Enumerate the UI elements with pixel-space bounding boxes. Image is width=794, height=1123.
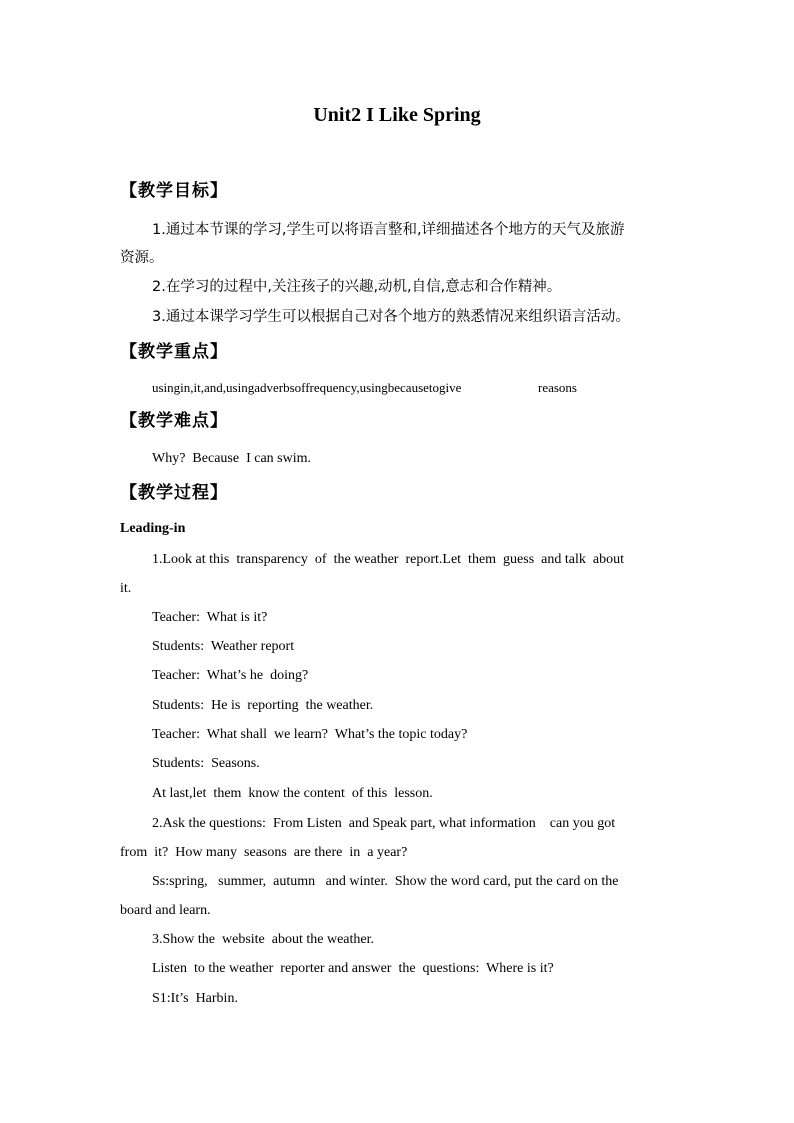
- difficulties-text: Why? Because I can swim.: [152, 451, 311, 466]
- key-points-text: usingin,it,and,usingadverbsoffrequency,usingbecausetogive: [152, 380, 462, 395]
- process-subheading: Leading-in: [120, 521, 186, 536]
- objective-item-3: 3.通过本课学习学生可以根据自己对各个地方的熟悉情况来组织语言活动。: [152, 309, 630, 325]
- process-line: it.: [120, 581, 132, 596]
- process-line: Teacher: What shall we learn? What’s the topic today?: [152, 727, 468, 742]
- process-line: Teacher: What is it?: [152, 610, 268, 625]
- process-line: Students: Weather report: [152, 639, 295, 654]
- process-line: Ss:spring, summer, autumn and winter. Show the word card, put the card on the: [152, 874, 619, 889]
- process-line: Listen to the weather reporter and answer the questions: Where is it?: [152, 961, 554, 976]
- process-line: Students: Seasons.: [152, 756, 260, 771]
- objective-item-1: 1.通过本节课的学习,学生可以将语言整和,详细描述各个地方的天气及旅游: [152, 222, 625, 238]
- heading-difficulties: 【教学难点】: [120, 411, 228, 431]
- heading-key-points: 【教学重点】: [120, 342, 228, 362]
- process-line: Teacher: What’s he doing?: [152, 668, 309, 683]
- heading-objectives: 【教学目标】: [120, 181, 228, 201]
- process-line: 3.Show the website about the weather.: [152, 932, 375, 947]
- process-line: from it? How many seasons are there in a year?: [120, 845, 408, 860]
- process-line: 2.Ask the questions: From Listen and Speak part, what information can you got: [152, 816, 616, 831]
- document-title: Unit2 I Like Spring: [313, 104, 481, 126]
- process-line: S1:It’s Harbin.: [152, 991, 238, 1006]
- process-line: board and learn.: [120, 903, 211, 918]
- key-points-text-end: reasons: [538, 380, 577, 395]
- objective-item-2: 2.在学习的过程中,关注孩子的兴趣,动机,自信,意志和合作精神。: [152, 279, 562, 295]
- process-line: 1.Look at this transparency of the weather report.Let them guess and talk about: [152, 552, 624, 567]
- process-line: Students: He is reporting the weather.: [152, 698, 374, 713]
- objective-item-1-continued: 资源。: [120, 250, 164, 266]
- process-line: At last,let them know the content of this lesson.: [152, 786, 433, 801]
- heading-process: 【教学过程】: [120, 483, 228, 503]
